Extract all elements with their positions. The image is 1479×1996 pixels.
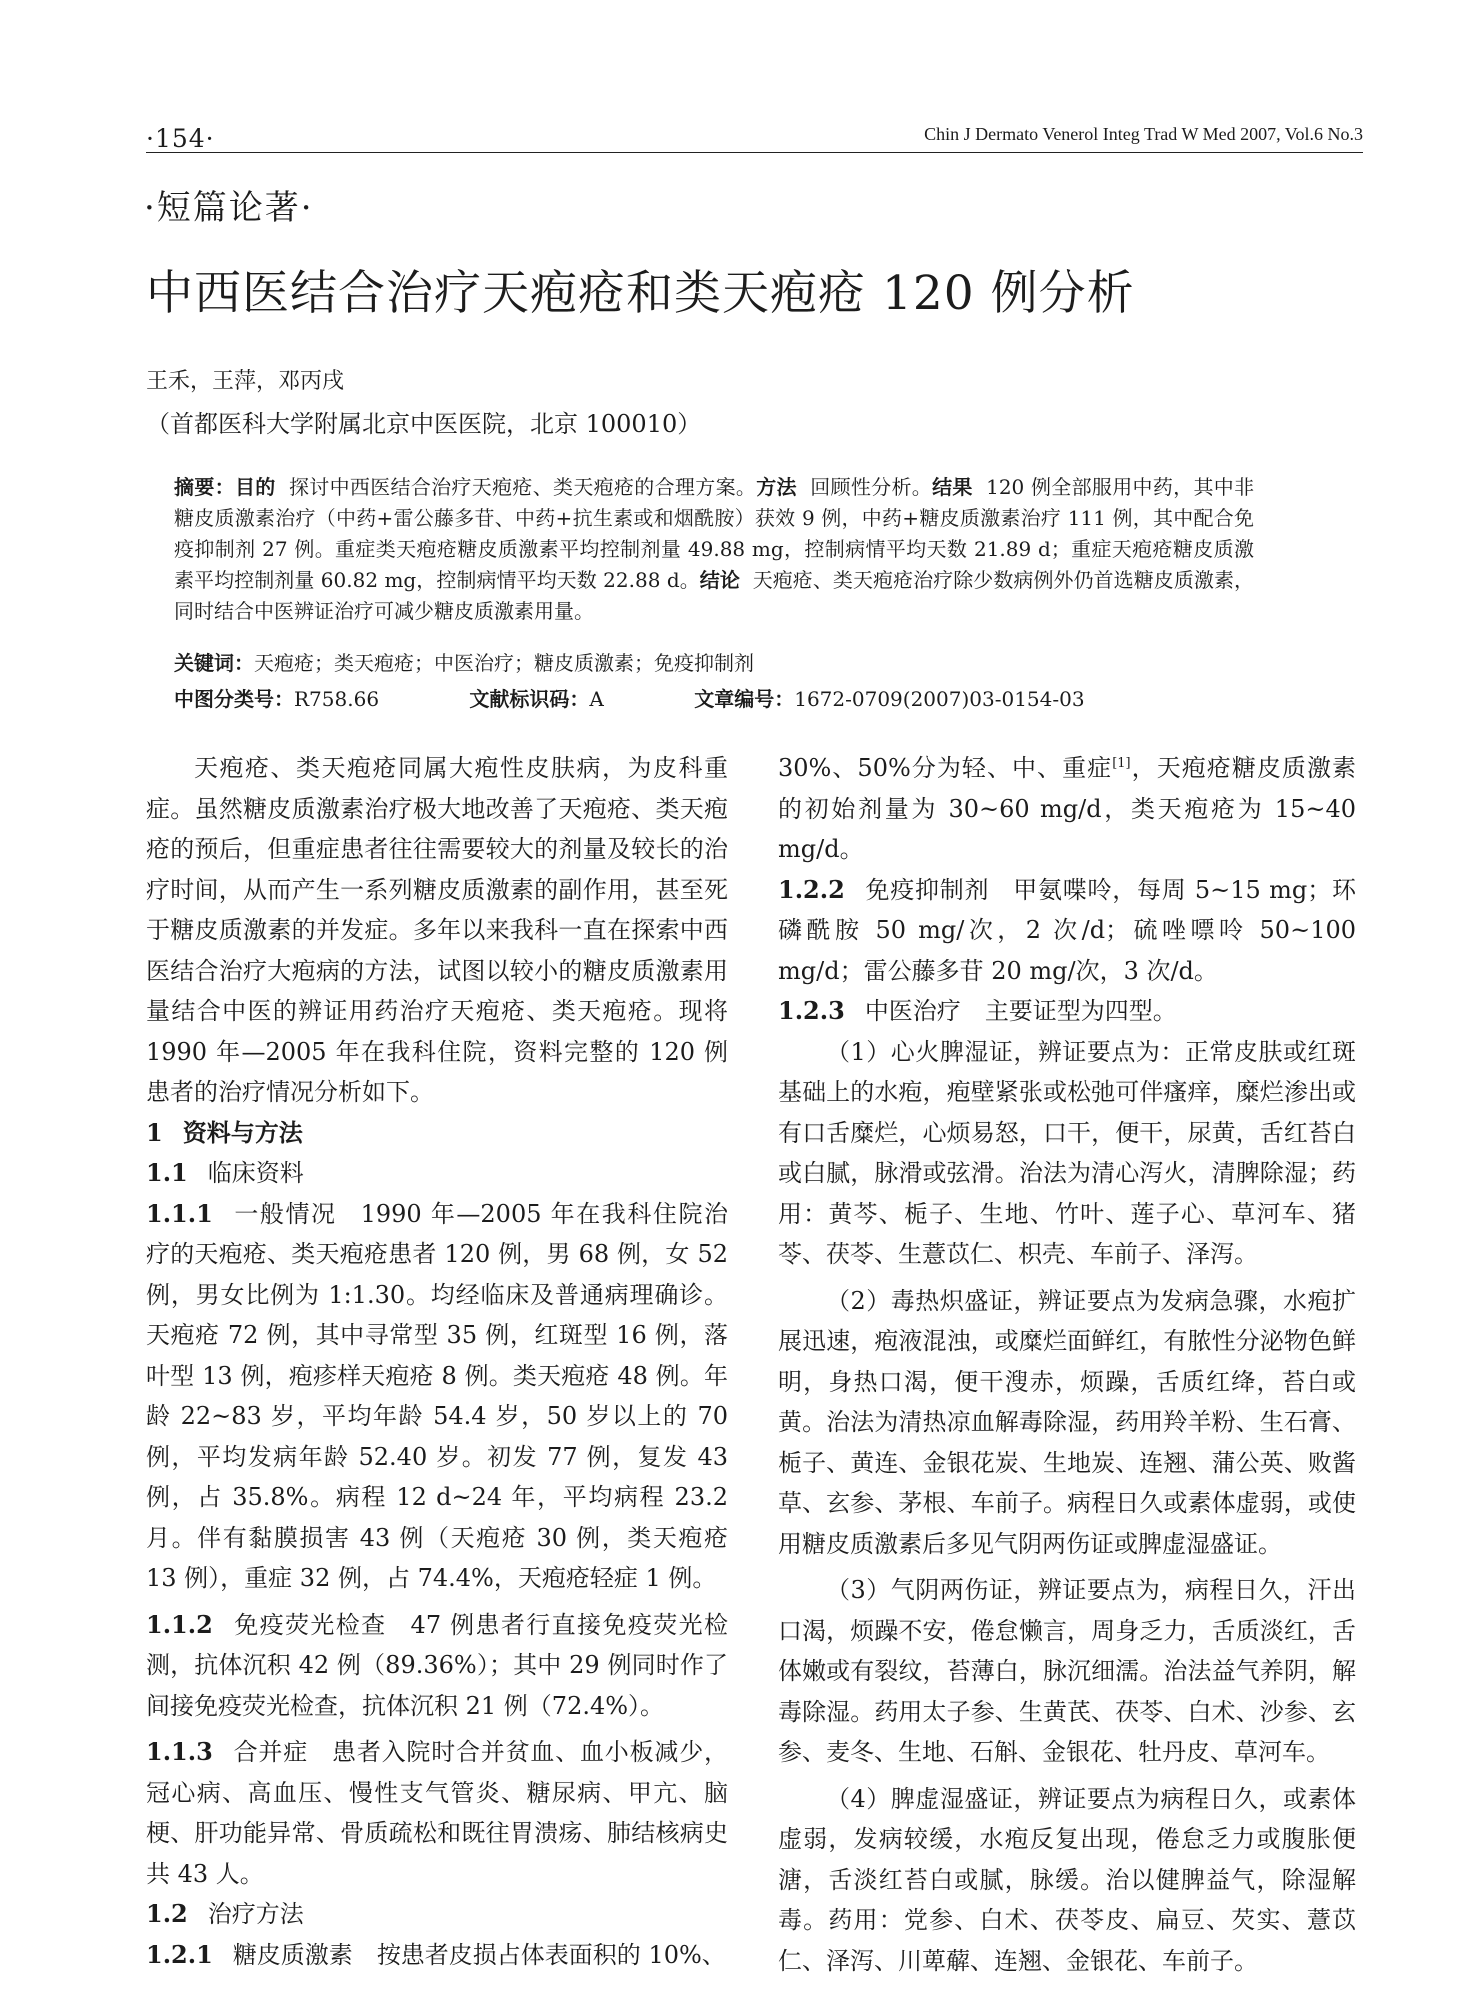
section-1-title: 资料与方法 (182, 1117, 303, 1147)
affiliation: （首都医科大学附属北京中医医院，北京 100010） (146, 410, 702, 438)
continued-text-b: ，天疱疮糖皮质激素的初始剂量为 30~60 mg/d，类天疱疮为 15~40 mg/d。 (778, 754, 1357, 863)
keywords-text: 天疱疮；类天疱疮；中医治疗；糖皮质激素；免疫抑制剂 (254, 651, 754, 675)
abstract-methods: 回顾性分析。 (810, 475, 933, 499)
authors: 王禾，王萍，邓丙戌 (146, 369, 345, 394)
section-1-2-2 (778, 870, 1356, 992)
section-label: ·短篇论著· (144, 188, 314, 228)
abstract-objective-label: 目的 (234, 475, 276, 499)
section-1-2-2-number: 1.2.2 (778, 874, 845, 904)
right-column (778, 748, 1356, 1981)
clc-value: R758.66 (294, 687, 380, 711)
section-1-1-3-text: 患者入院时合并贫血、血小板减少，冠心病、高血压、慢性支气管炎、糖尿病、甲亢、脑梗、肝功能异常、骨质疏松和既往胃溃疡、肺结核病史共 43 人。 (146, 1738, 729, 1888)
header-divider (146, 152, 1363, 153)
clc-label: 中图分类号： (174, 687, 294, 711)
pattern-4-paragraph: （4）脾虚湿盛证，辨证要点为病程日久，或素体虚弱，发病较缓，水疱反复出现，倦怠乏力或腹胀便溏，舌淡红苔白或腻，脉缓。治以健脾益气，除湿解毒。药用：党参、白术、茯苓皮、扁豆、芡实、薏苡仁、泽泻、川萆薢、连翘、金银花、车前子。 (778, 1784, 1356, 1975)
section-1-2-3 (778, 991, 1356, 1032)
intro-paragraph: 天疱疮、类天疱疮同属大疱性皮肤病，为皮科重症。虽然糖皮质激素治疗极大地改善了天疱疮、类天疱疮的预后，但重症患者往往需要较大的剂量及较长的治疗时间，从而产生一系列糖皮质激素的副作用，甚至死于糖皮质激素的并发症。多年以来我科一直在探索中西医结合治疗大疱病的方法，试图以较小的糖皮质激素用量结合中医的辨证用药治疗天疱疮、类天疱疮。现将 1990 年—2005 年在我科住院，资料完整的 120 例患者的治疗情况分析如下。 (146, 754, 728, 1106)
doc-code-label: 文献标识码： (469, 687, 590, 711)
section-1-1-2-number: 1.1.2 (146, 1609, 213, 1639)
section-1-1-2-title: 免疫荧光检查 (232, 1610, 387, 1639)
section-1-1-1-text: 1990 年—2005 年在我科住院治疗的天疱疮、类天疱疮患者 120 例，男 68 例，女 52 例，男女比例为 1:1.30。均经临床及普通病理确诊。天疱疮 72 例，其中寻常型 35 例，红斑型 16 例，落叶型 13 例，疱疹样天疱疮 8 例。类天疱疮 48 例。年龄 22~83 岁，平均年龄 54.4 岁，50 岁以上的 70 例，平均发病年龄 52.40 岁。初发 77 例，复发 43 例，占 35.8%。病程 12 d~24 年，平均病程 23.2 月。伴有黏膜损害 43 例（天疱疮 30 例，类天疱疮 13 例），重症 32 例，占 74.4%，天疱疮轻症 1 例。 (146, 1199, 728, 1592)
section-1-2-2-text: 甲氨喋呤，每周 5~15 mg；环磷酰胺 50 mg/次，2 次/d；硫唑嘌呤 50~100 mg/d；雷公藤多苷 20 mg/次，3 次/d。 (778, 875, 1357, 985)
abstract-results: 120 例全部服用中药，其中非糖皮质激素治疗（中药+雷公藤多苷、中药+抗生素或和烟酰胺）获效 9 例，中药+糖皮质激素治疗 111 例，其中配合免疫抑制剂 27 例。重症类天疱疮糖皮质激素平均控制剂量 49.88 mg，控制病情平均天数 21.89 d；重症天疱疮糖皮质激素平均控制剂量 60.82 mg，控制病情平均天数 22.88 d。 (174, 475, 1255, 592)
section-1-1-2-text: 47 例患者行直接免疫荧光检测，抗体沉积 42 例（89.36%）；其中 29 例同时作了间接免疫荧光检查，抗体沉积 21 例（72.4%）。 (146, 1610, 729, 1720)
section-1-2-heading (146, 1894, 728, 1935)
article-number-label: 文章编号： (694, 687, 795, 711)
section-1-number: 1 (146, 1117, 163, 1147)
abstract-methods-label: 方法 (756, 475, 797, 499)
section-1-1-3 (146, 1732, 728, 1894)
abstract-conclusion-label: 结论 (699, 568, 740, 592)
section-1-1-number: 1.1 (146, 1158, 188, 1187)
section-1-1-1-title: 一般情况 (232, 1199, 337, 1228)
pattern-3-paragraph: （3）气阴两伤证，辨证要点为，病程日久，汗出口渴，烦躁不安，倦怠懒言，周身乏力，舌质淡红，舌体嫩或有裂纹，苔薄白，脉沉细濡。治法益气养阴，解毒除湿。药用太子参、生黄芪、茯苓、白术、沙参、玄参、麦冬、生地、石斛、金银花、牡丹皮、草河车。 (778, 1576, 1356, 1766)
section-1-1-1-number: 1.1.1 (146, 1198, 213, 1228)
pattern-2-paragraph: （2）毒热炽盛证，辨证要点为发病急骤，水疱扩展迅速，疱液混浊，或糜烂面鲜红，有脓性分泌物色鲜明，身热口渴，便干溲赤，烦躁，舌质红绛，苔白或黄。治法为清热凉血解毒除湿，药用羚羊粉、生石膏、栀子、黄连、金银花炭、生地炭、连翘、蒲公英、败酱草、玄参、茅根、车前子。病程日久或素体虚弱，或使用糖皮质激素后多见气阴两伤证或脾虚湿盛证。 (778, 1286, 1356, 1558)
keywords-label: 关键词： (174, 651, 254, 675)
abstract-results-label: 结果 (932, 475, 973, 499)
section-1-heading (146, 1113, 728, 1154)
section-1-2-3-text: 主要证型为四型。 (984, 997, 1177, 1025)
section-1-2-3-number: 1.2.3 (778, 996, 845, 1025)
section-1-2-1-number: 1.2.1 (146, 1939, 213, 1969)
classification-line (174, 684, 1254, 715)
abstract (174, 472, 1254, 627)
section-1-2-title: 治疗方法 (207, 1900, 304, 1928)
article-title: 中西医结合治疗天疱疮和类天疱疮 120 例分析 (146, 266, 1135, 321)
left-column (146, 748, 728, 1975)
section-1-2-3-title: 中医治疗 (864, 997, 961, 1025)
section-1-2-1-title: 糖皮质激素 (232, 1940, 353, 1969)
section-1-2-1-text: 按患者皮损占体表面积的 10%、 (376, 1940, 726, 1969)
section-1-2-2-title: 免疫抑制剂 (864, 875, 990, 904)
journal-header: Chin J Dermato Venerol Integ Trad W Med 2007, Vol.6 No.3 (924, 124, 1363, 144)
citation-ref: [1] (1112, 756, 1131, 771)
continued-paragraph (778, 748, 1356, 870)
section-1-1-title: 临床资料 (207, 1159, 304, 1187)
article-number-value: 1672-0709(2007)03-0154-03 (794, 687, 1085, 711)
abstract-conclusion: 天疱疮、类天疱疮治疗除少数病例外仍首选糖皮质激素，同时结合中医辨证治疗可减少糖皮质激素用量。 (174, 568, 1255, 623)
section-1-2-1 (146, 1935, 728, 1976)
pattern-1-paragraph: （1）心火脾湿证，辨证要点为：正常皮肤或红斑基础上的水疱，疱壁紧张或松弛可伴瘙痒，糜烂渗出或有口舌糜烂，心烦易怒，口干，便干，尿黄，舌红苔白或白腻，脉滑或弦滑。治法为清心泻火，清脾除湿；药用：黄芩、栀子、生地、竹叶、莲子心、草河车、猪苓、茯苓、生薏苡仁、枳壳、车前子、泽泻。 (778, 1037, 1356, 1268)
page-number: ·154· (146, 124, 215, 153)
doc-code-value: A (589, 687, 604, 711)
section-1-2-number: 1.2 (146, 1899, 188, 1928)
section-1-1-1 (146, 1194, 728, 1599)
section-1-1-heading (146, 1153, 728, 1194)
continued-text-a: 30%、50%分为轻、中、重症 (778, 754, 1113, 782)
section-1-1-2 (146, 1605, 728, 1727)
abstract-objective: 探讨中西医结合治疗天疱疮、类天疱疮的合理方案。 (288, 475, 757, 499)
section-1-1-3-number: 1.1.3 (146, 1737, 213, 1766)
keywords (174, 648, 1254, 679)
section-1-1-3-title: 合并症 (232, 1738, 309, 1766)
abstract-label: 摘要： (174, 475, 235, 499)
